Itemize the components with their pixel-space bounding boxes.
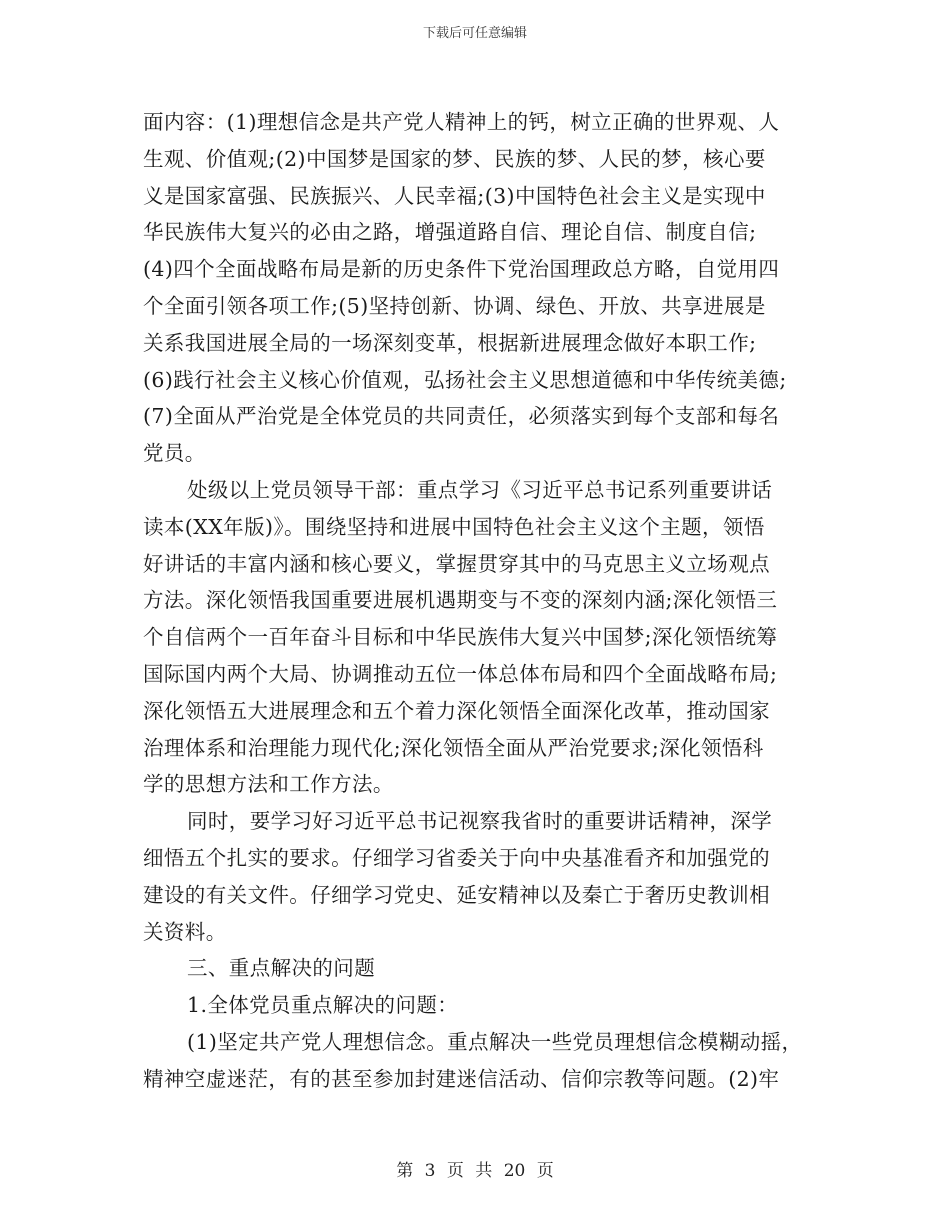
text-line: 义是国家富强、民族振兴、人民幸福;(3)中国特色社会主义是实现中 <box>143 183 766 208</box>
text-line: 关系我国进展全局的一场深刻变革，根据新进展理念做好本职工作; <box>143 330 757 355</box>
document-body <box>143 104 813 1098</box>
text-line: 国际国内两个大局、协调推动五位一体总体布局和四个全面战略布局; <box>143 661 778 686</box>
text-line: 生观、价值观;(2)中国梦是国家的梦、民族的梦、人民的梦，核心要 <box>143 146 766 171</box>
text-line: 学的思想方法和工作方法。 <box>143 772 394 797</box>
text-line: 治理体系和治理能力现代化;深化领悟全面从严治党要求;深化领悟科 <box>143 735 764 760</box>
text-line: 细悟五个扎实的要求。仔细学习省委关于向中央基准看齐和加强党的 <box>143 845 770 870</box>
text-line: 个全面引领各项工作;(5)坚持创新、协调、绿色、开放、共享进展是 <box>143 293 766 318</box>
text-line: 个自信两个一百年奋斗目标和中华民族伟大复兴中国梦;深化领悟统筹 <box>143 625 778 650</box>
text-line: 建设的有关文件。仔细学习党史、延安精神以及秦亡于奢历史教训相 <box>143 882 770 907</box>
paragraph-start-line: (1)坚定共产党人理想信念。重点解决一些党员理想信念模糊动摇， <box>187 1029 803 1054</box>
text-line: (6)践行社会主义核心价值观，弘扬社会主义思想道德和中华传统美德; <box>143 367 787 392</box>
text-line: 华民族伟大复兴的必由之路，增强道路自信、理论自信、制度自信; <box>143 220 757 245</box>
text-line: 党员。 <box>143 441 206 466</box>
text-line: (7)全面从严治党是全体党员的共同责任，必须落实到每个支部和每名 <box>143 404 780 429</box>
text-line: 方法。深化领悟我国重要进展机遇期变与不变的深刻内涵;深化领悟三 <box>143 588 778 613</box>
text-line: 面内容：(1)理想信念是共产党人精神上的钙，树立正确的世界观、人 <box>143 110 780 134</box>
text-line: 深化领悟五大进展理念和五个着力深化领悟全面深化改革，推动国家 <box>143 698 770 723</box>
subsection-heading: 1.全体党员重点解决的问题： <box>187 993 459 1018</box>
page-number-footer: 第 3 页 共 20 页 <box>396 1161 554 1181</box>
page-header: 下载后可任意编辑 <box>422 26 527 41</box>
text-line: 精神空虚迷茫，有的甚至参加封建迷信活动、信仰宗教等问题。(2)牢 <box>143 1066 780 1091</box>
text-line: 好讲话的丰富内涵和核心要义，掌握贯穿其中的马克思主义立场观点 <box>143 551 770 576</box>
paragraph-start-line: 同时，要学习好习近平总书记视察我省时的重要讲话精神，深学 <box>187 809 773 834</box>
text-line: (4)四个全面战略布局是新的历史条件下党治国理政总方略，自觉用四 <box>143 257 780 282</box>
text-line: 读本(XX年版)》。围绕坚持和进展中国特色社会主义这个主题，领悟 <box>143 514 765 539</box>
paragraph-start-line: 处级以上党员领导干部：重点学习《习近平总书记系列重要讲话 <box>187 477 773 502</box>
text-line: 关资料。 <box>143 919 227 944</box>
section-heading: 三、重点解决的问题 <box>187 956 376 981</box>
